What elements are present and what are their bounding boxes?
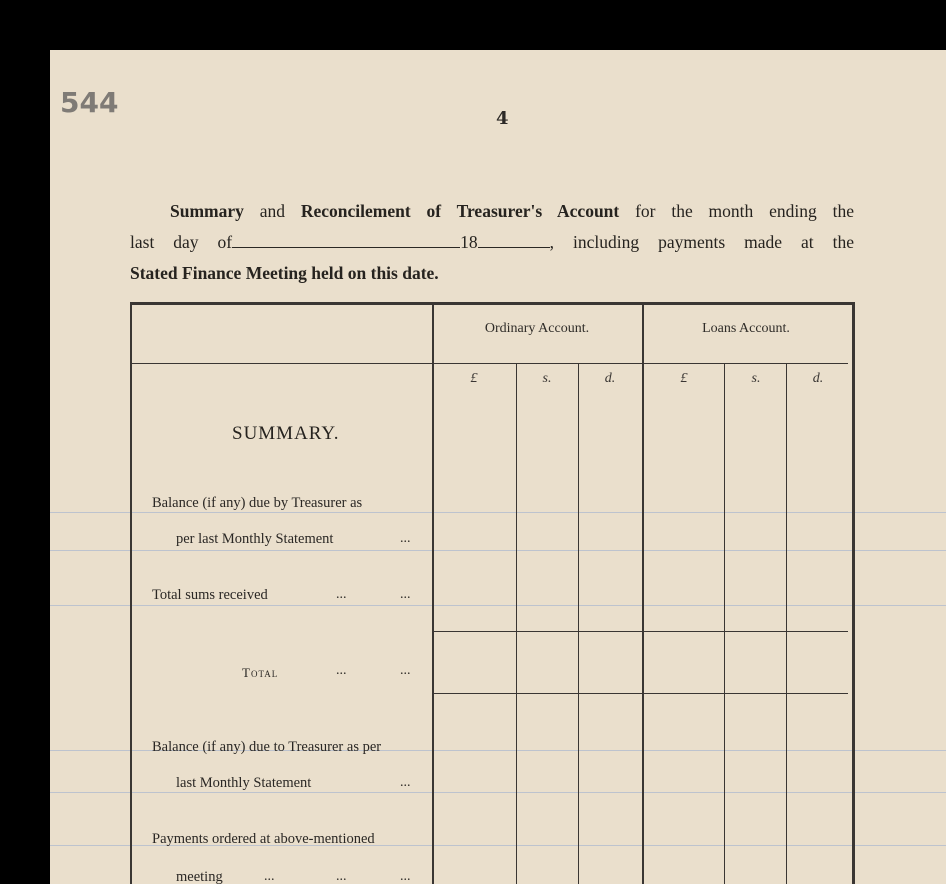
leader-dots: ... xyxy=(336,663,347,678)
unit-pounds: £ xyxy=(470,371,478,386)
sub-column-divider xyxy=(516,363,517,884)
day-blank xyxy=(232,233,460,248)
label-column-divider xyxy=(432,305,434,884)
heading-last-day: last day of xyxy=(130,232,233,252)
total-label: Total xyxy=(242,665,279,680)
heading-including-payments: , including payments made at the xyxy=(549,232,854,252)
balance-due-to-label-2: last Monthly Statement xyxy=(176,775,312,791)
account-divider xyxy=(642,305,644,884)
leader-dots: ... xyxy=(264,869,275,884)
unit-pounds: £ xyxy=(680,371,688,386)
leader-dots: ... xyxy=(400,531,411,546)
year-blank xyxy=(478,233,550,248)
heading-line-2 xyxy=(130,227,854,258)
payments-ordered-label: Payments ordered at above-mentioned xyxy=(152,831,375,847)
loans-account-header: Loans Account. xyxy=(702,321,790,336)
heading-month-ending: for the month ending the xyxy=(619,201,854,221)
form-heading xyxy=(130,196,854,289)
leader-dots: ... xyxy=(400,587,411,602)
summary-table xyxy=(130,302,855,884)
leader-dots: ... xyxy=(336,869,347,884)
payments-ordered-label-2: meeting xyxy=(176,869,223,884)
heading-and: and xyxy=(243,201,301,221)
balance-due-by-label-2: per last Monthly Statement xyxy=(176,531,334,547)
unit-shillings: s. xyxy=(542,371,552,386)
unit-pence: d. xyxy=(812,371,824,386)
unit-shillings: s. xyxy=(751,371,761,386)
leader-dots: ... xyxy=(400,775,411,790)
total-received-label: Total sums received xyxy=(152,587,268,603)
total-top-rule xyxy=(434,631,848,632)
sub-column-divider xyxy=(724,363,725,884)
heading-summary: Summary xyxy=(170,201,244,221)
leader-dots: ... xyxy=(400,663,411,678)
leader-dots: ... xyxy=(336,587,347,602)
leader-dots: ... xyxy=(400,869,411,884)
heading-reconcilement: Reconcilement of Treasurer's Account xyxy=(300,201,620,221)
unit-pence: d. xyxy=(604,371,616,386)
heading-line-1 xyxy=(130,196,854,227)
header-divider xyxy=(132,363,848,364)
balance-due-to-label: Balance (if any) due to Treasurer as per xyxy=(152,739,382,755)
document-page xyxy=(50,50,946,884)
heading-line-3: Stated Finance Meeting held on this date. xyxy=(130,263,439,283)
summary-title: SUMMARY. xyxy=(232,423,340,444)
total-bottom-rule xyxy=(434,693,848,694)
sub-column-divider xyxy=(786,363,787,884)
balance-due-by-label: Balance (if any) due by Treasurer as xyxy=(152,495,363,511)
page-number: 4 xyxy=(496,108,509,129)
heading-year-prefix: 18 xyxy=(460,232,478,252)
page-stamp: 544 xyxy=(60,86,119,119)
sub-column-divider xyxy=(578,363,579,884)
ordinary-account-header: Ordinary Account. xyxy=(484,321,590,336)
